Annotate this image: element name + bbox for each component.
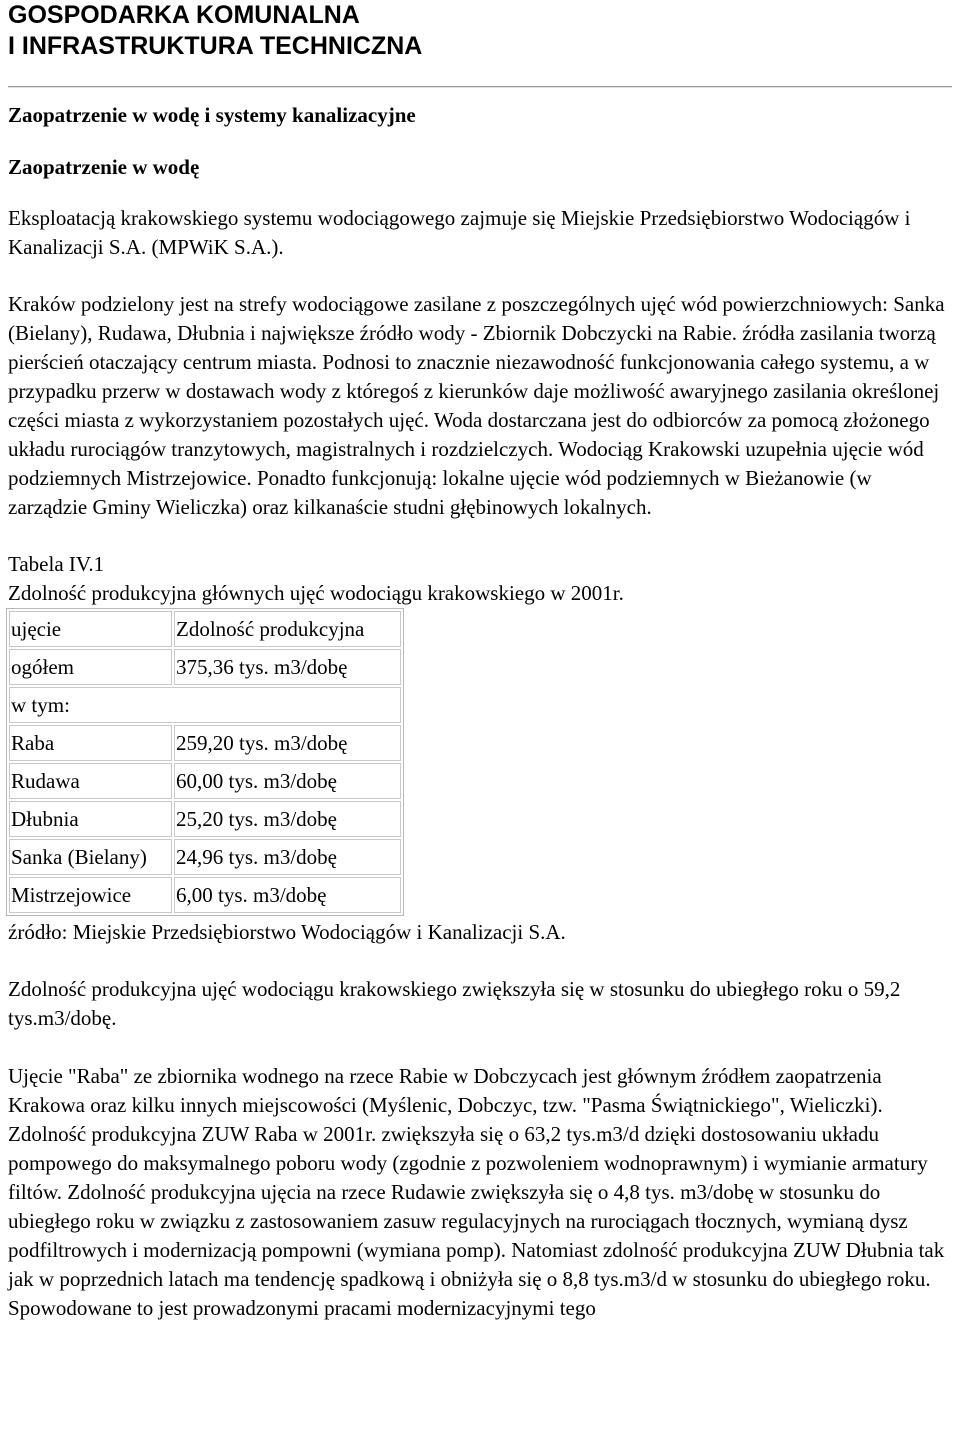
title-divider xyxy=(8,86,952,88)
table-cell: Sanka (Bielany) xyxy=(9,839,172,875)
table-row-total xyxy=(9,649,401,685)
table-cell: Mistrzejowice xyxy=(9,877,172,913)
page-title-line2: I INFRASTRUKTURA TECHNICZNA xyxy=(8,32,423,60)
table-header-cell: ujęcie xyxy=(9,611,172,647)
subsection-title: Zaopatrzenie w wodę xyxy=(8,155,200,179)
table-label: Tabela IV.1 xyxy=(8,552,105,576)
table-row xyxy=(9,801,401,837)
page-title xyxy=(8,0,952,62)
table-cell: 24,96 tys. m3/dobę xyxy=(174,839,401,875)
table-cell: 6,00 tys. m3/dobę xyxy=(174,877,401,913)
capacity-table xyxy=(6,608,404,916)
table-row xyxy=(9,763,401,799)
table-cell: 60,00 tys. m3/dobę xyxy=(174,763,401,799)
table-row-subheader xyxy=(9,687,401,723)
table-cell: 375,36 tys. m3/dobę xyxy=(174,649,401,685)
paragraph-zones: Kraków podzielony jest na strefy wodociągowe zasilane z poszczególnych ujęć wód powierzchniowych: Sanka (Bielany), Rudawa, Dłubnia i największe źródło wody - Zbiornik Dobczycki na Rabie. źródła zasilania tworzą pierścień otaczający centrum miasta. Podnosi to znacznie niezawodność funkcjonowania całego systemu, a w przypadku przerw w dostawach wody z któregoś z kierunków daje możliwość awaryjnego zasilania określonej części miasta z wykorzystaniem pozostałych ujęć. Woda dostarczana jest do odbiorców za pomocą złożonego układu rurociągów tranzytowych, magistralnych i rozdzielczych. Wodociąg Krakowski uzupełnia ujęcie wód podziemnych Mistrzejowice. Ponadto funkcjonują: lokalne ujęcie wód podziemnych w Bieżanowie (w zarządzie Gminy Wieliczka) oraz kilkanaście studni głębinowych lokalnych. xyxy=(8,292,945,519)
section-title: Zaopatrzenie w wodę i systemy kanalizacyjne xyxy=(8,103,416,127)
table-caption: Zdolność produkcyjna głównych ujęć wodociągu krakowskiego w 2001r. xyxy=(8,581,624,605)
table-header-row xyxy=(9,611,401,647)
table-cell: Dłubnia xyxy=(9,801,172,837)
table-row xyxy=(9,839,401,875)
table-cell: w tym: xyxy=(9,687,401,723)
page-title-line1: GOSPODARKA KOMUNALNA xyxy=(8,1,360,29)
table-cell: ogółem xyxy=(9,649,172,685)
table-cell: 25,20 tys. m3/dobę xyxy=(174,801,401,837)
table-cell: Raba xyxy=(9,725,172,761)
table-header-cell: Zdolność produkcyjna xyxy=(174,611,401,647)
table-row xyxy=(9,725,401,761)
table-cell: Rudawa xyxy=(9,763,172,799)
paragraph-capacity-change: Zdolność produkcyjna ujęć wodociągu krakowskiego zwiększyła się w stosunku do ubiegłego roku o 59,2 tys.m3/dobę. xyxy=(8,977,901,1030)
table-source: źródło: Miejskie Przedsiębiorstwo Wodociągów i Kanalizacji S.A. xyxy=(8,920,566,944)
table-row xyxy=(9,877,401,913)
paragraph-raba: Ujęcie "Raba" ze zbiornika wodnego na rzece Rabie w Dobczycach jest głównym źródłem zaopatrzenia Krakowa oraz kilku innych miejscowości (Myślenic, Dobczyc, tzw. "Pasma Świątnickiego", Wieliczki). Zdolność produkcyjna ZUW Raba w 2001r. zwiększyła się o 63,2 tys.m3/d dzięki dostosowaniu układu pompowego do maksymalnego poboru wody (zgodnie z pozwoleniem wodnoprawnym) i wymianie armatury filtów. Zdolność produkcyjna ujęcia na rzece Rudawie zwiększyła się o 4,8 tys. m3/dobę w stosunku do ubiegłego roku w związku z zastosowaniem zasuw regulacyjnych na rurociągach tłocznych, wymianą dysz podfiltrowych i modernizacją pompowni (wymiana pomp). Natomiast zdolność produkcyjna ZUW Dłubnia tak jak w poprzednich latach ma tendencję spadkową i obniżyła się o 8,8 tys.m3/d w stosunku do ubiegłego roku. Spowodowane to jest prowadzonymi pracami modernizacyjnymi tego xyxy=(8,1064,945,1320)
paragraph-operator: Eksploatacją krakowskiego systemu wodociągowego zajmuje się Miejskie Przedsiębiorstwo Wodociągów i Kanalizacji S.A. (MPWiK S.A.). xyxy=(8,206,911,259)
table-cell: 259,20 tys. m3/dobę xyxy=(174,725,401,761)
